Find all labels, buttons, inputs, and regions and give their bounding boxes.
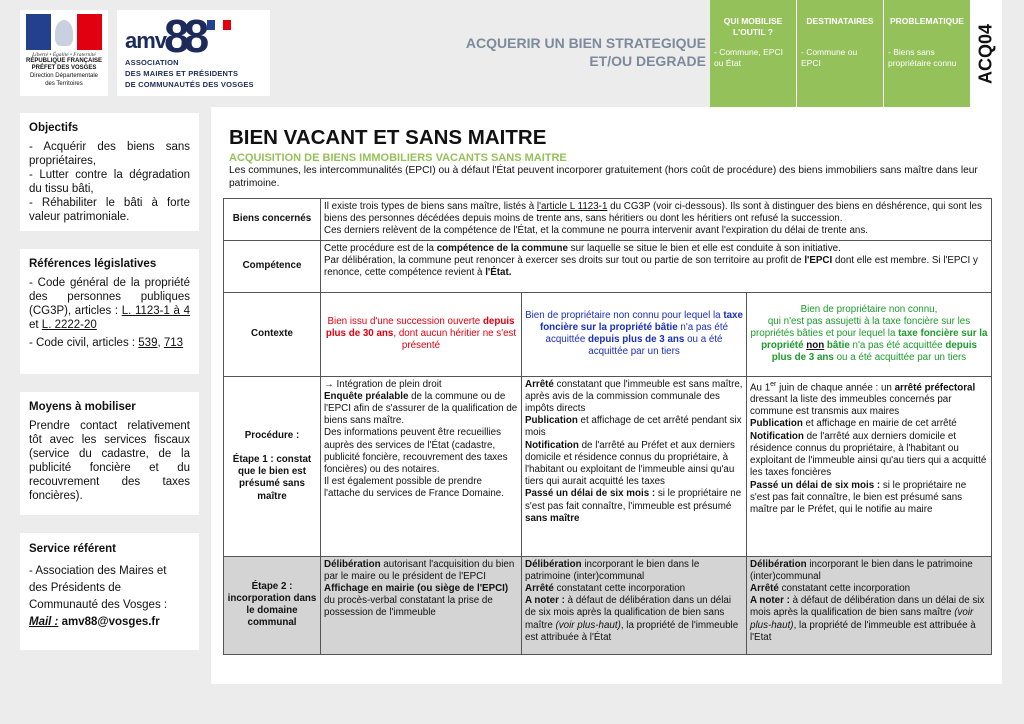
row-competence bbox=[224, 240, 992, 292]
service-box bbox=[20, 533, 199, 650]
col-heading: DESTINATAIRES bbox=[806, 16, 874, 26]
service-mail bbox=[29, 614, 190, 631]
text: et affichage en mairie de cet arrêté bbox=[802, 418, 957, 430]
row-label bbox=[224, 376, 321, 556]
text: Il est également possible de prendre l'attache du services de France Domaine. bbox=[324, 476, 504, 500]
text: (voir plus-haut) bbox=[750, 607, 974, 631]
republic-motto: Liberté • Égalité • Fraternité bbox=[32, 52, 96, 58]
text: dont elle est membre. Si l'EPCI y renonce, cette compétence revient à bbox=[324, 254, 978, 279]
text: ou a été acquittée par un tiers bbox=[833, 352, 967, 364]
ref-text: - Code général de la propriété des personnes publiques (CG3P), articles : bbox=[29, 277, 190, 317]
col-destinataires bbox=[797, 0, 884, 107]
service-line: - Association des Maires et bbox=[29, 565, 167, 577]
col-heading: QUI MOBILISE L'OUTIL ? bbox=[723, 16, 783, 37]
text: l'État. bbox=[485, 267, 512, 279]
service-line: Communauté des Vosges : bbox=[29, 599, 168, 611]
text: Notification bbox=[525, 439, 579, 451]
ref-text: et bbox=[29, 319, 42, 331]
main-content bbox=[211, 107, 1002, 684]
flag-icon bbox=[207, 20, 231, 30]
objectifs-box bbox=[20, 113, 199, 231]
text: Ces derniers relèvent de la compétence de l'État, et la commune ne pourra intervenir avant l'expiration du délai de trente ans. bbox=[324, 225, 868, 237]
text: Passé un délai de six mois : bbox=[750, 479, 881, 491]
text: , la propriété de l'immeuble est attribuée à l'État bbox=[525, 619, 739, 643]
sheet-code bbox=[970, 0, 1002, 107]
objectifs-title: Objectifs bbox=[29, 122, 79, 134]
amv-word: amv bbox=[125, 28, 167, 53]
text: sans maître bbox=[525, 512, 580, 524]
service-title: Service référent bbox=[29, 543, 116, 555]
row-label: Contexte bbox=[224, 292, 321, 376]
biens-cell bbox=[321, 199, 992, 241]
col-problematique bbox=[884, 0, 970, 107]
text: Arrêté bbox=[525, 583, 554, 595]
amv88-logo bbox=[117, 10, 270, 96]
amv-number: 88 bbox=[164, 10, 204, 62]
moyens-text: Prendre contact relativement tôt avec les services fiscaux (service du cadastre, de la publicité foncière et du recouvrement des taxes foncières). bbox=[29, 420, 190, 502]
text: de la commune ou de l'EPCI afin de s'assurer de la qualification de biens sans maître. bbox=[324, 390, 518, 427]
moyens-box bbox=[20, 392, 199, 515]
text: à défaut de délibération dans un délai de six mois après la qualification de bien sans maître bbox=[525, 595, 732, 631]
text: Arrêté bbox=[525, 378, 554, 390]
text: bâtie bbox=[824, 340, 850, 352]
amv-sub2: DES MAIRES ET PRÉSIDENTS bbox=[125, 69, 239, 78]
text: incorporant le bien dans le patrimoine (inter)communal bbox=[525, 558, 700, 582]
text: dressant la liste des immeubles concernés par commune est transmis aux maires bbox=[750, 394, 952, 418]
mail-address[interactable]: amv88@vosges.fr bbox=[58, 616, 160, 628]
link-539[interactable]: 539 bbox=[138, 337, 158, 349]
row-label: Compétence bbox=[224, 240, 321, 292]
link-l1123-1[interactable]: L. 1123-1 à 4 bbox=[121, 305, 190, 317]
references-box bbox=[20, 249, 199, 374]
text: Bien de propriétaire non connu, bbox=[800, 303, 938, 315]
col-value: - Commune, EPCI ou État bbox=[714, 47, 783, 68]
row-etape1 bbox=[224, 376, 992, 556]
text: → Intégration de plein droit bbox=[324, 378, 442, 390]
text: sur laquelle se situe le bien et elle est conduite à son initiative. bbox=[567, 242, 841, 254]
row-contexte bbox=[224, 292, 992, 376]
text: Bien de propriétaire non connu pour lequel la bbox=[525, 309, 724, 321]
text: juin de chaque année : un bbox=[776, 381, 895, 393]
text: de l'arrêté aux derniers domicile et résidence connus du propriétaire, à l'habitant ou exploitant de l'immeuble ainsi qu'au tiers qui a acquitté les taxes foncières bbox=[750, 430, 987, 479]
text: autorisant l'acquisition du bien par le maire ou le président de l'EPCI bbox=[324, 558, 515, 582]
reference-code-civil bbox=[29, 336, 190, 350]
text: de l'arrêté au Préfet et aux derniers domicile et résidence connus du propriétaire, à l'habitant ou exploitant de l'immeuble ainsi qu'au tiers qui aurait acquitté les taxes bbox=[525, 439, 735, 488]
text: Publication bbox=[750, 418, 803, 430]
text: Affichage en mairie (ou siège de l'EPCI) bbox=[324, 583, 509, 595]
text: compétence de la commune bbox=[436, 242, 568, 254]
text: Enquête préalable bbox=[324, 390, 409, 402]
text: l'EPCI bbox=[804, 254, 833, 266]
category-line1: ACQUERIR UN BIEN STRATEGIQUE bbox=[465, 35, 706, 51]
text: A noter : bbox=[525, 595, 565, 607]
service-line: des Présidents de bbox=[29, 582, 122, 594]
text: Notification bbox=[750, 430, 804, 442]
text: depuis plus de 3 ans bbox=[587, 334, 685, 346]
text: Cette procédure est de la bbox=[324, 242, 437, 254]
logo-republique: RÉPUBLIQUE FRANÇAISE bbox=[25, 58, 102, 64]
text: du procès-verbal constatant la prise de possession de l'immeuble bbox=[324, 595, 493, 619]
text: n'a pas été acquittée bbox=[849, 340, 946, 352]
text: taxe foncière sur la propriété bbox=[761, 328, 988, 352]
etape2-cell-succession bbox=[321, 556, 522, 654]
text: Par délibération, la commune peut renoncer à exercer ses droits sur tout ou partie de son territoire au profit de bbox=[324, 254, 805, 266]
link-713[interactable]: 713 bbox=[163, 337, 184, 349]
text: Délibération bbox=[525, 558, 582, 570]
etape1-cell-succession bbox=[321, 376, 522, 556]
text: constatant cette incorporation bbox=[778, 583, 911, 595]
row-biens bbox=[224, 199, 992, 241]
contexte-cell-non-bati bbox=[747, 292, 992, 376]
objectif-item: - Acquérir des biens sans propriétaires, bbox=[29, 141, 190, 167]
intro-text: Les communes, les intercommunalités (EPCI) ou à défaut l'État peuvent incorporer gratuitement (hors coût de procédure) des biens immobiliers sans maître dans leur patrimoine. bbox=[229, 165, 978, 189]
logo-direction: Direction Départementale bbox=[29, 73, 99, 79]
text: incorporant le bien dans le patrimoine (inter)communal bbox=[750, 558, 973, 582]
row-label: Biens concernés bbox=[224, 199, 321, 241]
text: er bbox=[770, 380, 777, 388]
marianne-icon bbox=[26, 14, 102, 50]
page-category-title bbox=[466, 34, 706, 70]
mail-label: Mail : bbox=[29, 616, 59, 628]
contexte-cell-bati bbox=[522, 292, 747, 376]
amv-sub3: DE COMMUNAUTÉS DES VOSGES bbox=[125, 80, 254, 89]
link-article-l1123-1[interactable]: l'article L 1123-1 bbox=[536, 201, 608, 212]
header-info-columns bbox=[710, 0, 970, 107]
text: Arrêté bbox=[750, 583, 779, 595]
logo-territoires: des Territoires bbox=[45, 81, 83, 87]
page-title: BIEN VACANT ET SANS MAITRE bbox=[229, 126, 547, 149]
text: n'a pas été acquittée bbox=[545, 321, 729, 346]
etape1-label: Étape 1 : constat que le bien est présumé sans maître bbox=[232, 453, 312, 502]
text: A noter : bbox=[750, 595, 790, 607]
col-qui-mobilise bbox=[710, 0, 797, 107]
text: Au 1 bbox=[750, 381, 771, 393]
objectif-item: - Réhabiliter le bâti à forte valeur patrimoniale. bbox=[29, 197, 190, 223]
text: et affichage de cet arrêté pendant six mois bbox=[525, 415, 742, 439]
page-subtitle: ACQUISITION DE BIENS IMMOBILIERS VACANTS SANS MAITRE bbox=[229, 152, 567, 164]
text: depuis plus de 3 ans bbox=[771, 340, 977, 364]
references-title: Références législatives bbox=[29, 258, 157, 270]
text: Publication bbox=[525, 415, 578, 427]
col-heading: PROBLEMATIQUE bbox=[890, 16, 964, 26]
text: si le propriétaire ne s'est pas fait connaître, l'immeuble est présumé bbox=[525, 488, 742, 512]
procedure-label: Procédure : bbox=[244, 429, 300, 441]
objectif-item: - Lutter contre la dégradation du tissu bâti, bbox=[29, 169, 190, 195]
text: à défaut de délibération dans un délai de six mois après la qualification de bien sans maître bbox=[750, 595, 985, 619]
logo-prefet: PRÉFET DES VOSGES bbox=[31, 65, 97, 71]
text: Il existe trois types de biens sans maître, listés à bbox=[324, 201, 537, 212]
etape1-cell-bati bbox=[522, 376, 747, 556]
text: ou a été acquittée par un tiers bbox=[588, 334, 723, 358]
text: arrêté préfectoral bbox=[894, 381, 976, 393]
text: constatant cette incorporation bbox=[553, 583, 686, 595]
competence-cell bbox=[321, 240, 992, 292]
col-value: - Biens sans propriétaire connu bbox=[888, 47, 957, 68]
row-etape2 bbox=[224, 556, 992, 654]
prefecture-logo bbox=[20, 10, 108, 96]
text: du CG3P (voir ci-dessous). Ils sont à distinguer des biens en déshérence, qui sont les biens des personnes décédées depuis moins de trente ans, sans héritiers ou dont les héritiers ont refusé la succession. bbox=[324, 201, 982, 225]
text: Délibération bbox=[750, 558, 807, 570]
etape1-cell-non-bati bbox=[747, 376, 992, 556]
reference-cg3p bbox=[29, 276, 190, 332]
ref-text: , bbox=[157, 337, 164, 349]
moyens-title: Moyens à mobiliser bbox=[29, 401, 136, 413]
contexte-cell-succession bbox=[321, 292, 522, 376]
text: Des informations peuvent être recueillies auprès des services de l'État (cadastre, publicité foncière, recouvrement des taxes foncières) ou des notaires. bbox=[324, 427, 508, 476]
text: , dont aucun héritier ne s'est présenté bbox=[393, 328, 517, 352]
text: Délibération bbox=[324, 558, 381, 570]
amv-sub1: ASSOCIATION bbox=[125, 58, 179, 67]
col-value: - Commune ou EPCI bbox=[801, 47, 858, 68]
etape2-cell-bati bbox=[522, 556, 747, 654]
ref-text: - Code civil, articles : bbox=[29, 337, 139, 349]
text: constatant que l'immeuble est sans maître, après avis de la commission communale des impôts directs bbox=[525, 378, 743, 415]
text: si le propriétaire ne s'est pas fait connaître, le bien est présumé sans maître par le Préfet, qui le notifie au maire bbox=[750, 479, 967, 515]
category-line2: ET/OU DEGRADE bbox=[589, 53, 706, 69]
row-label: Étape 2 : incorporation dans le domaine communal bbox=[224, 556, 321, 654]
text: depuis plus de 30 ans bbox=[325, 315, 515, 339]
text: Passé un délai de six mois : bbox=[525, 488, 656, 500]
link-l2222-20[interactable]: L. 2222-20 bbox=[41, 319, 97, 331]
text: Bien issu d'une succession ouverte bbox=[327, 315, 483, 327]
sheet-code-text: ACQ04 bbox=[975, 23, 996, 84]
text: qui n'est pas assujetti à la taxe foncière sur les propriétés bâties et pour lequel la bbox=[750, 315, 971, 339]
text: , la propriété de l'immeuble est attribuée à l'Etat bbox=[750, 619, 976, 643]
text: non bbox=[806, 340, 825, 352]
text: taxe foncière sur la propriété bâtie bbox=[539, 309, 743, 333]
text: (voir plus-haut) bbox=[555, 619, 621, 631]
etape2-cell-non-bati bbox=[747, 556, 992, 654]
procedure-table bbox=[223, 198, 992, 655]
